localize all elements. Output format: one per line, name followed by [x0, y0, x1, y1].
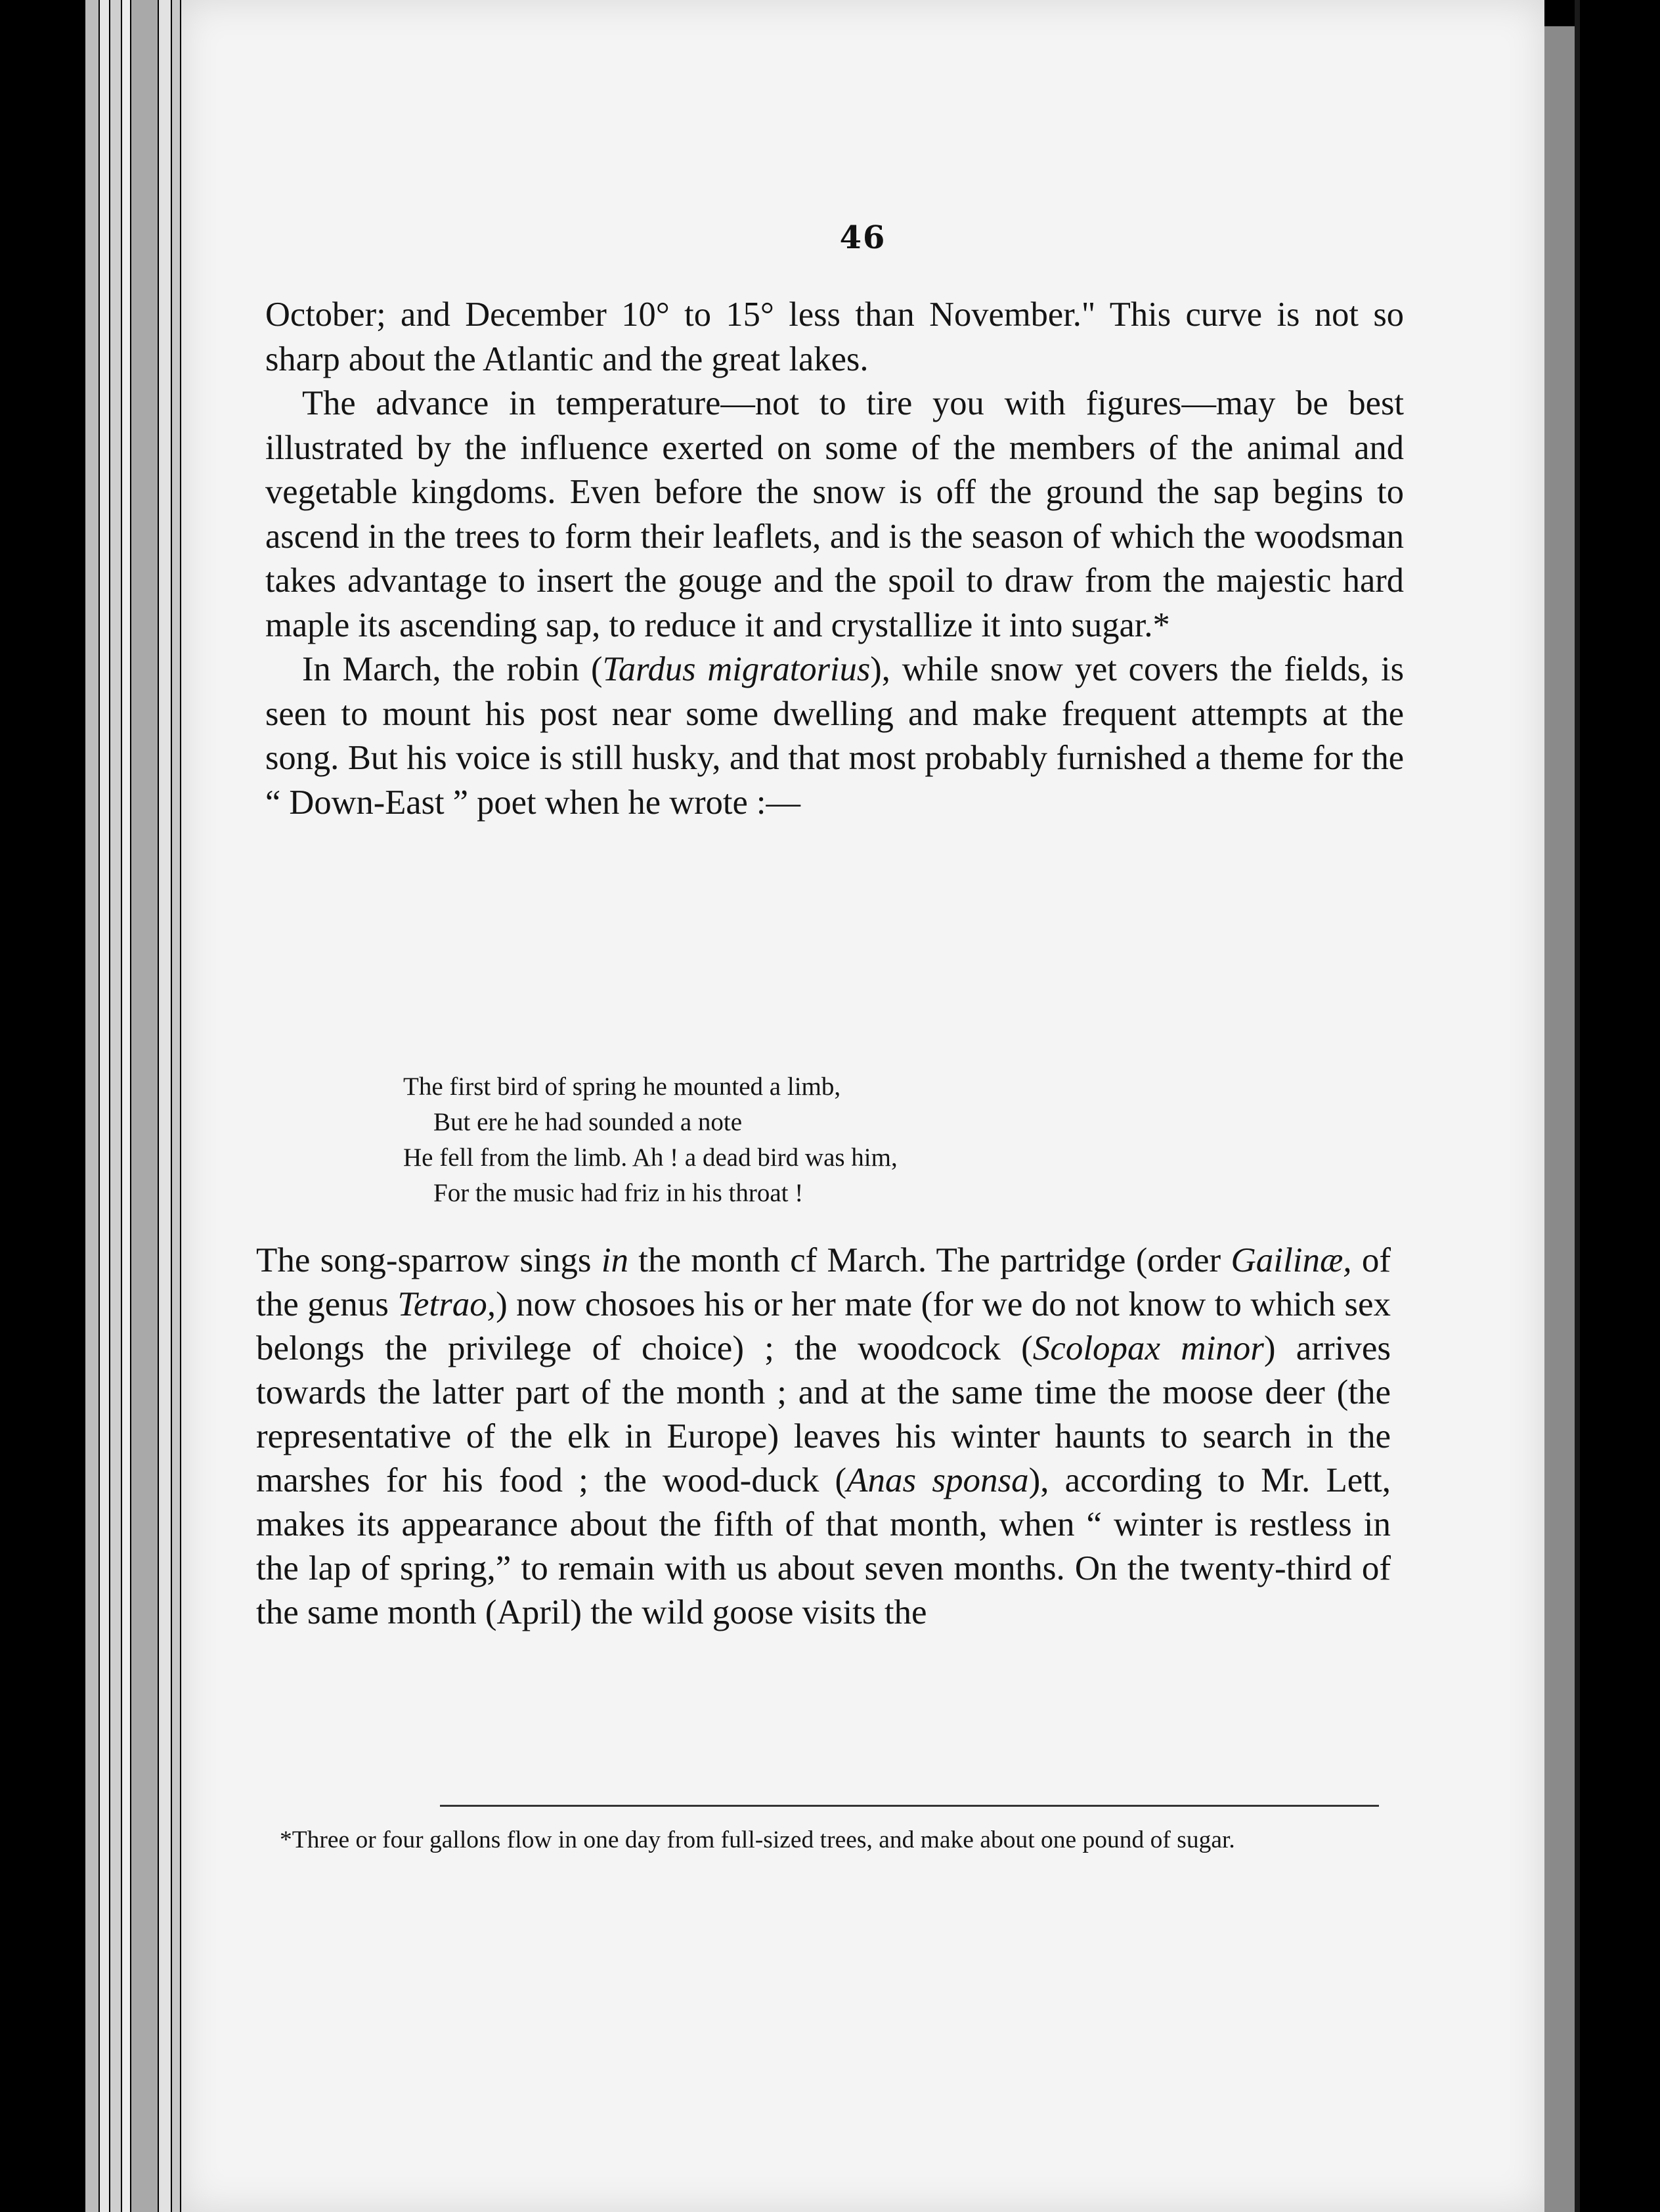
paragraph-temperature: The advance in temperature—not to tire you with figures—may be best illustrated by the influence exerted on some of the members of the animal and vegetable kingdoms. Even before the snow is off the ground the sap begins to ascend in the trees to form their leaflets, and is the season of which the woodsman takes advantage to insert the gouge and the spoil to draw from the majestic hard maple its ascending sap, to reduce it and crystallize it into sugar.* [265, 384, 1404, 644]
page-edge [159, 0, 171, 2212]
robin-latin-name: Tardus migratorius [602, 650, 871, 688]
footnote-rule [440, 1805, 1379, 1807]
italic-run: Tetrao, [397, 1285, 496, 1323]
body-text-bottom [256, 1239, 1391, 1635]
page-number: 46 [839, 219, 886, 256]
poem-block [403, 1069, 1257, 1211]
footnote-text: *Three or four gallons flow in one day from full-sized trees, and make about one pound of sugar. [280, 1826, 1235, 1853]
text-run: ) now chosoes his or her mate (for we do not know to which sex belongs the privilege of choice) ; the woodcock ( [256, 1285, 1391, 1367]
robin-text-before: In March, the robin ( [302, 650, 603, 688]
text-run: ) arrives towards the latter part of the month ; and at the same time the moose deer (the representative of the elk in Europe) leaves his winter haunts to search in the marshes for his food ; the wood-duck ( [256, 1329, 1391, 1499]
body-text-top [265, 293, 1404, 825]
footnote [250, 1823, 1386, 1857]
poem-line: But ere he had sounded a note [433, 1108, 743, 1136]
robin-text-after: ), while snow yet covers the fields, is seen to mount his post near some dwelling and make frequent attempts at the song. But his voice is still husky, and that most probably furnished a theme for the “ Down-East ” poet when he wrote :— [265, 650, 1404, 822]
text-run: ), according to Mr. Lett, makes its appearance about the fifth of that month, when “ winter is restless in the lap of spring,” to remain with us about seven months. On the twenty-third of the same month (April) the wild goose visits the [256, 1461, 1391, 1631]
poem-line: The first bird of spring he mounted a limb, [403, 1073, 841, 1101]
page-edge [172, 0, 180, 2212]
text-run: The song-sparrow sings [256, 1241, 601, 1279]
paragraph-sparrow [256, 1239, 1391, 1635]
italic-run: Scolopax minor [1032, 1329, 1264, 1367]
right-page-edge-dark [1575, 0, 1580, 2212]
italic-run: Gailinæ, [1231, 1241, 1352, 1279]
text-run: the month cf March. The partridge (order [628, 1241, 1231, 1279]
italic-run: in [601, 1241, 628, 1279]
paragraph-robin [265, 648, 1404, 825]
page-edge [100, 0, 109, 2212]
page-edge [110, 0, 121, 2212]
poem-line: He fell from the limb. Ah ! a dead bird was him, [403, 1143, 898, 1172]
page-edge [85, 0, 98, 2212]
right-page-edge [1544, 26, 1575, 2212]
poem-line: For the music had friz in his throat ! [433, 1179, 804, 1207]
paragraph-continuation: October; and December 10° to 15° less than November." This curve is not so sharp about the Atlantic and the great lakes. [265, 296, 1404, 378]
page-edge [131, 0, 158, 2212]
text-run: of the genus [256, 1241, 1391, 1323]
page-edge [122, 0, 130, 2212]
italic-run: Anas sponsa [846, 1461, 1029, 1499]
